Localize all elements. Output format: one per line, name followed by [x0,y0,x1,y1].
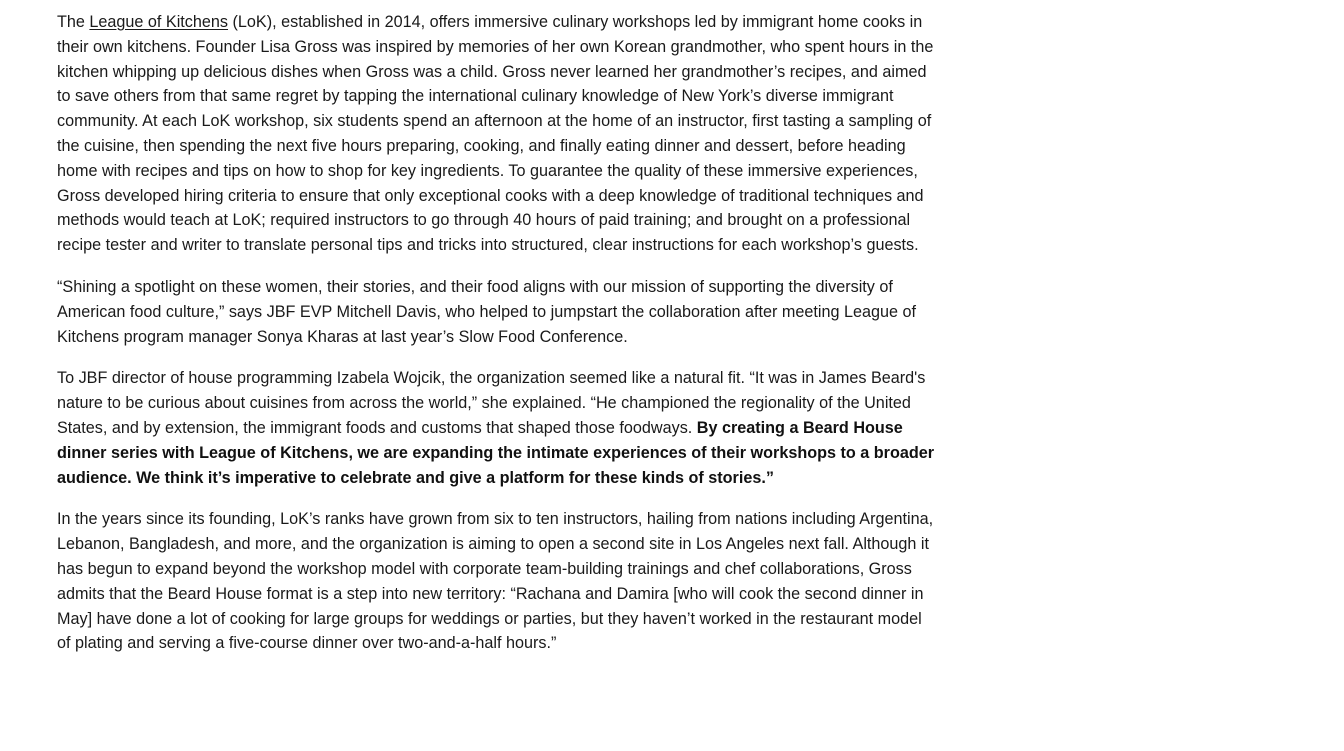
paragraph-3-text: To JBF director of house programming Izabela Wojcik, the organization seemed like a natural fit. “It was in James Beard's nature to be curious about cuisines from across the world,” she explained. “He championed the regionality of the United States, and by extension, the immigrant foods and customs that shaped those foodways. [57,369,926,437]
article-paragraph-4: In the years since its founding, LoK’s ranks have grown from six to ten instructors, hailing from nations including Argentina, Lebanon, Bangladesh, and more, and the organization is aiming to open a second site in Los Angeles next fall. Although it has begun to expand beyond the workshop model with corporate team-building trainings and chef collaborations, Gross admits that the Beard House format is a step into new territory: “Rachana and Damira [who will cook the second dinner in May] have done a lot of cooking for large groups for weddings or parties, but they haven’t worked in the restaurant model of plating and serving a five-course dinner over two-and-a-half hours.” [57,510,934,653]
paragraph-1-lead: The [57,13,90,31]
paragraph-3-bold-quote: By creating a Beard House dinner series with League of Kitchens, we are expanding the intimate experiences of their workshops to a broader audience. We think it’s imperative to celebrate and give a platform for these kinds of stories.” [57,418,935,487]
article-paragraph-3 [57,366,937,490]
article-body [57,10,937,673]
paragraph-1-text: (LoK), established in 2014, offers immersive culinary workshops led by immigrant home cooks in their own kitchens. Founder Lisa Gross was inspired by memories of her own Korean grandmother, who spent hours in the kitchen whipping up delicious dishes when Gross was a child. Gross never learned her grandmother’s recipes, and aimed to save others from that same regret by tapping the international culinary knowledge of New York’s diverse immigrant community. At each LoK workshop, six students spend an afternoon at the home of an instructor, first tasting a sampling of the cuisine, then spending the next five hours preparing, cooking, and finally eating dinner and dessert, before heading home with recipes and tips on how to shop for key ingredients. To guarantee the quality of these immersive experiences, Gross developed hiring criteria to ensure that only exceptional cooks with a deep knowledge of traditional techniques and methods would teach at LoK; required instructors to go through 40 hours of paid training; and brought on a professional recipe tester and writer to translate personal tips and tricks into structured, clear instructions for each workshop’s guests. [57,13,934,255]
article-paragraph-2: “Shining a spotlight on these women, their stories, and their food aligns with our mission of supporting the diversity of American food culture,” says JBF EVP Mitchell Davis, who helped to jumpstart the collaboration after meeting League of Kitchens program manager Sonya Kharas at last year’s Slow Food Conference. [57,277,916,346]
article-paragraph-1 [57,10,937,258]
league-of-kitchens-link[interactable]: League of Kitchens [89,13,229,31]
